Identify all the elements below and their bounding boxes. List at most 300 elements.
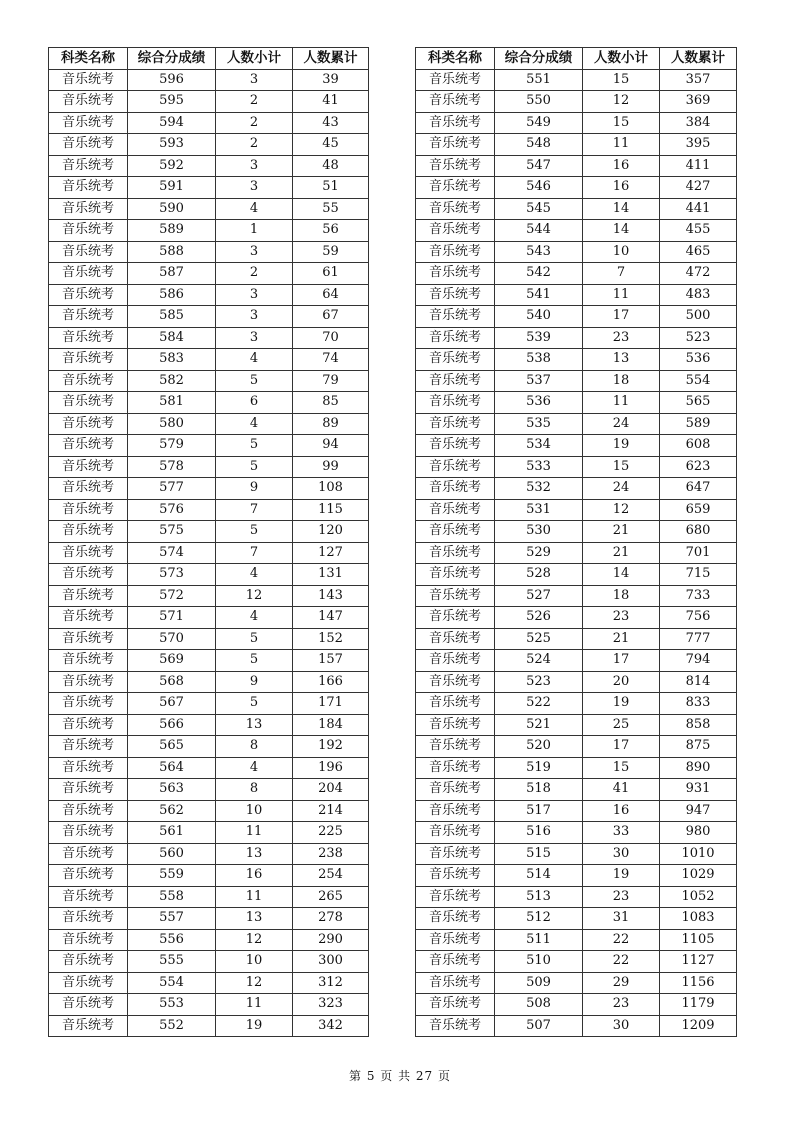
cell-subject: 音乐统考 <box>416 736 495 758</box>
header-score: 综合分成绩 <box>128 48 216 70</box>
cell-cumulative: 608 <box>660 435 737 457</box>
table-row <box>49 972 369 994</box>
cell-cumulative: 290 <box>293 929 369 951</box>
cell-subject: 音乐统考 <box>49 650 128 672</box>
cell-count: 8 <box>216 736 293 758</box>
cell-cumulative: 67 <box>293 306 369 328</box>
cell-score: 517 <box>495 800 583 822</box>
cell-score: 548 <box>495 134 583 156</box>
table-row <box>49 198 369 220</box>
cell-cumulative: 733 <box>660 585 737 607</box>
cell-score: 529 <box>495 542 583 564</box>
cell-cumulative: 70 <box>293 327 369 349</box>
cell-count: 8 <box>216 779 293 801</box>
cell-count: 21 <box>583 521 660 543</box>
cell-cumulative: 39 <box>293 69 369 91</box>
table-row <box>416 693 737 715</box>
cell-score: 544 <box>495 220 583 242</box>
cell-subject: 音乐统考 <box>416 112 495 134</box>
cell-cumulative: 89 <box>293 413 369 435</box>
header-cumulative: 人数累计 <box>293 48 369 70</box>
cell-count: 22 <box>583 929 660 951</box>
cell-count: 3 <box>216 284 293 306</box>
cell-cumulative: 278 <box>293 908 369 930</box>
cell-cumulative: 980 <box>660 822 737 844</box>
cell-subject: 音乐统考 <box>416 951 495 973</box>
table-row <box>49 908 369 930</box>
cell-cumulative: 238 <box>293 843 369 865</box>
cell-count: 6 <box>216 392 293 414</box>
cell-subject: 音乐统考 <box>49 435 128 457</box>
cell-subject: 音乐统考 <box>416 91 495 113</box>
score-table-left <box>48 47 369 1037</box>
cell-count: 12 <box>216 972 293 994</box>
table-row <box>416 736 737 758</box>
cell-subject: 音乐统考 <box>416 521 495 543</box>
table-row <box>416 241 737 263</box>
cell-score: 510 <box>495 951 583 973</box>
table-row <box>416 865 737 887</box>
cell-count: 11 <box>216 822 293 844</box>
table-row <box>49 370 369 392</box>
cell-count: 18 <box>583 585 660 607</box>
cell-subject: 音乐统考 <box>416 650 495 672</box>
cell-score: 543 <box>495 241 583 263</box>
header-row <box>49 48 369 70</box>
cell-cumulative: 152 <box>293 628 369 650</box>
cell-count: 4 <box>216 564 293 586</box>
table-row <box>416 607 737 629</box>
cell-cumulative: 214 <box>293 800 369 822</box>
table-row <box>49 585 369 607</box>
cell-score: 547 <box>495 155 583 177</box>
table-row <box>49 628 369 650</box>
table-row <box>49 736 369 758</box>
cell-count: 1 <box>216 220 293 242</box>
cell-subject: 音乐统考 <box>416 779 495 801</box>
cell-subject: 音乐统考 <box>49 886 128 908</box>
cell-subject: 音乐统考 <box>49 499 128 521</box>
cell-score: 581 <box>128 392 216 414</box>
cell-score: 569 <box>128 650 216 672</box>
cell-count: 4 <box>216 757 293 779</box>
cell-subject: 音乐统考 <box>49 929 128 951</box>
cell-cumulative: 85 <box>293 392 369 414</box>
cell-cumulative: 196 <box>293 757 369 779</box>
cell-score: 587 <box>128 263 216 285</box>
table-row <box>416 908 737 930</box>
cell-cumulative: 411 <box>660 155 737 177</box>
cell-count: 14 <box>583 564 660 586</box>
cell-subject: 音乐统考 <box>49 736 128 758</box>
cell-cumulative: 756 <box>660 607 737 629</box>
cell-score: 509 <box>495 972 583 994</box>
cell-count: 2 <box>216 91 293 113</box>
table-row <box>416 779 737 801</box>
cell-subject: 音乐统考 <box>49 671 128 693</box>
cell-subject: 音乐统考 <box>416 757 495 779</box>
cell-subject: 音乐统考 <box>49 822 128 844</box>
cell-cumulative: 171 <box>293 693 369 715</box>
cell-cumulative: 1156 <box>660 972 737 994</box>
cell-subject: 音乐统考 <box>416 284 495 306</box>
cell-count: 5 <box>216 370 293 392</box>
cell-score: 562 <box>128 800 216 822</box>
cell-subject: 音乐统考 <box>416 542 495 564</box>
cell-cumulative: 1127 <box>660 951 737 973</box>
cell-subject: 音乐统考 <box>416 843 495 865</box>
score-table-right <box>415 47 737 1037</box>
cell-subject: 音乐统考 <box>416 413 495 435</box>
table-row <box>49 327 369 349</box>
cell-cumulative: 120 <box>293 521 369 543</box>
cell-score: 527 <box>495 585 583 607</box>
cell-cumulative: 947 <box>660 800 737 822</box>
cell-count: 4 <box>216 607 293 629</box>
cell-count: 3 <box>216 69 293 91</box>
cell-cumulative: 192 <box>293 736 369 758</box>
cell-score: 592 <box>128 155 216 177</box>
cell-count: 10 <box>216 951 293 973</box>
cell-subject: 音乐统考 <box>49 843 128 865</box>
table-row <box>49 564 369 586</box>
cell-score: 558 <box>128 886 216 908</box>
cell-count: 23 <box>583 886 660 908</box>
cell-score: 520 <box>495 736 583 758</box>
cell-subject: 音乐统考 <box>416 241 495 263</box>
cell-score: 589 <box>128 220 216 242</box>
cell-score: 591 <box>128 177 216 199</box>
cell-score: 525 <box>495 628 583 650</box>
cell-cumulative: 254 <box>293 865 369 887</box>
cell-cumulative: 115 <box>293 499 369 521</box>
cell-score: 549 <box>495 112 583 134</box>
cell-cumulative: 55 <box>293 198 369 220</box>
cell-cumulative: 623 <box>660 456 737 478</box>
table-row <box>416 628 737 650</box>
cell-count: 24 <box>583 478 660 500</box>
table-row <box>49 241 369 263</box>
cell-score: 568 <box>128 671 216 693</box>
table-row <box>416 435 737 457</box>
cell-count: 5 <box>216 693 293 715</box>
cell-count: 30 <box>583 1015 660 1037</box>
cell-count: 11 <box>583 392 660 414</box>
table-row <box>49 456 369 478</box>
cell-score: 556 <box>128 929 216 951</box>
cell-score: 531 <box>495 499 583 521</box>
cell-score: 555 <box>128 951 216 973</box>
cell-score: 567 <box>128 693 216 715</box>
cell-subject: 音乐统考 <box>49 779 128 801</box>
cell-score: 595 <box>128 91 216 113</box>
table-row <box>416 370 737 392</box>
table-row <box>49 1015 369 1037</box>
table-row <box>416 714 737 736</box>
cell-subject: 音乐统考 <box>416 499 495 521</box>
table-row <box>416 220 737 242</box>
table-row <box>416 822 737 844</box>
cell-cumulative: 147 <box>293 607 369 629</box>
cell-score: 539 <box>495 327 583 349</box>
cell-count: 11 <box>216 886 293 908</box>
table-row <box>49 392 369 414</box>
cell-subject: 音乐统考 <box>416 671 495 693</box>
cell-count: 13 <box>583 349 660 371</box>
cell-score: 530 <box>495 521 583 543</box>
cell-subject: 音乐统考 <box>416 822 495 844</box>
cell-cumulative: 51 <box>293 177 369 199</box>
cell-score: 586 <box>128 284 216 306</box>
cell-count: 7 <box>216 499 293 521</box>
table-row <box>49 886 369 908</box>
cell-score: 512 <box>495 908 583 930</box>
cell-subject: 音乐统考 <box>49 134 128 156</box>
cell-subject: 音乐统考 <box>49 521 128 543</box>
cell-cumulative: 127 <box>293 542 369 564</box>
table-row <box>49 865 369 887</box>
cell-score: 537 <box>495 370 583 392</box>
cell-subject: 音乐统考 <box>416 134 495 156</box>
cell-subject: 音乐统考 <box>416 607 495 629</box>
header-subject: 科类名称 <box>416 48 495 70</box>
cell-count: 12 <box>216 929 293 951</box>
table-row <box>49 69 369 91</box>
table-row <box>416 456 737 478</box>
cell-subject: 音乐统考 <box>49 177 128 199</box>
cell-subject: 音乐统考 <box>49 284 128 306</box>
cell-subject: 音乐统考 <box>416 349 495 371</box>
table-row <box>416 886 737 908</box>
cell-count: 5 <box>216 521 293 543</box>
cell-cumulative: 483 <box>660 284 737 306</box>
table-row <box>49 929 369 951</box>
cell-subject: 音乐统考 <box>49 908 128 930</box>
cell-cumulative: 131 <box>293 564 369 586</box>
cell-count: 2 <box>216 134 293 156</box>
cell-count: 12 <box>583 499 660 521</box>
cell-cumulative: 184 <box>293 714 369 736</box>
cell-score: 572 <box>128 585 216 607</box>
cell-count: 15 <box>583 456 660 478</box>
cell-score: 519 <box>495 757 583 779</box>
cell-cumulative: 814 <box>660 671 737 693</box>
cell-score: 574 <box>128 542 216 564</box>
cell-count: 10 <box>216 800 293 822</box>
table-row <box>416 521 737 543</box>
cell-score: 588 <box>128 241 216 263</box>
cell-count: 12 <box>216 585 293 607</box>
table-row <box>416 177 737 199</box>
cell-cumulative: 74 <box>293 349 369 371</box>
cell-score: 542 <box>495 263 583 285</box>
cell-subject: 音乐统考 <box>416 456 495 478</box>
cell-score: 541 <box>495 284 583 306</box>
cell-subject: 音乐统考 <box>49 413 128 435</box>
table-row <box>49 693 369 715</box>
cell-cumulative: 1029 <box>660 865 737 887</box>
cell-cumulative: 647 <box>660 478 737 500</box>
cell-score: 536 <box>495 392 583 414</box>
table-row <box>49 542 369 564</box>
cell-cumulative: 41 <box>293 91 369 113</box>
table-row <box>49 800 369 822</box>
cell-cumulative: 300 <box>293 951 369 973</box>
table-row <box>49 349 369 371</box>
table-row <box>49 306 369 328</box>
cell-score: 514 <box>495 865 583 887</box>
table-row <box>416 392 737 414</box>
table-row <box>49 155 369 177</box>
cell-subject: 音乐统考 <box>416 908 495 930</box>
table-row <box>416 413 737 435</box>
cell-cumulative: 99 <box>293 456 369 478</box>
cell-count: 21 <box>583 628 660 650</box>
table-row <box>49 521 369 543</box>
table-row <box>416 800 737 822</box>
cell-count: 13 <box>216 714 293 736</box>
cell-count: 14 <box>583 198 660 220</box>
cell-count: 16 <box>583 155 660 177</box>
cell-count: 41 <box>583 779 660 801</box>
cell-count: 4 <box>216 349 293 371</box>
cell-count: 18 <box>583 370 660 392</box>
header-row <box>416 48 737 70</box>
cell-cumulative: 1052 <box>660 886 737 908</box>
cell-score: 533 <box>495 456 583 478</box>
cell-score: 571 <box>128 607 216 629</box>
cell-subject: 音乐统考 <box>416 155 495 177</box>
cell-count: 5 <box>216 628 293 650</box>
cell-cumulative: 472 <box>660 263 737 285</box>
cell-cumulative: 500 <box>660 306 737 328</box>
cell-subject: 音乐统考 <box>416 306 495 328</box>
cell-score: 594 <box>128 112 216 134</box>
table-row <box>416 112 737 134</box>
cell-score: 593 <box>128 134 216 156</box>
cell-subject: 音乐统考 <box>416 1015 495 1037</box>
cell-cumulative: 1105 <box>660 929 737 951</box>
table-row <box>416 994 737 1016</box>
cell-count: 9 <box>216 478 293 500</box>
cell-subject: 音乐统考 <box>49 585 128 607</box>
cell-count: 7 <box>216 542 293 564</box>
cell-subject: 音乐统考 <box>49 370 128 392</box>
cell-score: 513 <box>495 886 583 908</box>
cell-score: 563 <box>128 779 216 801</box>
cell-subject: 音乐统考 <box>416 478 495 500</box>
cell-subject: 音乐统考 <box>416 994 495 1016</box>
header-count: 人数小计 <box>583 48 660 70</box>
table-row <box>416 327 737 349</box>
cell-cumulative: 589 <box>660 413 737 435</box>
cell-score: 557 <box>128 908 216 930</box>
cell-subject: 音乐统考 <box>49 198 128 220</box>
cell-score: 518 <box>495 779 583 801</box>
cell-cumulative: 858 <box>660 714 737 736</box>
cell-score: 582 <box>128 370 216 392</box>
table-row <box>49 263 369 285</box>
cell-cumulative: 225 <box>293 822 369 844</box>
cell-score: 534 <box>495 435 583 457</box>
cell-cumulative: 1179 <box>660 994 737 1016</box>
cell-subject: 音乐统考 <box>49 1015 128 1037</box>
cell-cumulative: 1083 <box>660 908 737 930</box>
cell-score: 566 <box>128 714 216 736</box>
table-row <box>49 757 369 779</box>
cell-cumulative: 204 <box>293 779 369 801</box>
cell-subject: 音乐统考 <box>416 392 495 414</box>
table-row <box>49 994 369 1016</box>
cell-count: 16 <box>216 865 293 887</box>
cell-subject: 音乐统考 <box>416 370 495 392</box>
cell-subject: 音乐统考 <box>416 714 495 736</box>
cell-score: 532 <box>495 478 583 500</box>
cell-count: 3 <box>216 241 293 263</box>
table-row <box>416 929 737 951</box>
cell-subject: 音乐统考 <box>49 542 128 564</box>
cell-cumulative: 455 <box>660 220 737 242</box>
cell-score: 570 <box>128 628 216 650</box>
table-row <box>416 198 737 220</box>
table-row <box>49 220 369 242</box>
table-row <box>49 650 369 672</box>
table-row <box>416 69 737 91</box>
cell-count: 31 <box>583 908 660 930</box>
table-row <box>416 155 737 177</box>
cell-count: 21 <box>583 542 660 564</box>
cell-cumulative: 265 <box>293 886 369 908</box>
cell-subject: 音乐统考 <box>416 69 495 91</box>
cell-cumulative: 395 <box>660 134 737 156</box>
page-footer: 第 5 页 共 27 页 <box>349 1069 451 1083</box>
table-row <box>416 972 737 994</box>
cell-count: 5 <box>216 435 293 457</box>
cell-cumulative: 143 <box>293 585 369 607</box>
cell-count: 17 <box>583 650 660 672</box>
table-row <box>416 91 737 113</box>
header-cumulative: 人数累计 <box>660 48 737 70</box>
table-row <box>49 435 369 457</box>
cell-cumulative: 157 <box>293 650 369 672</box>
cell-score: 554 <box>128 972 216 994</box>
cell-score: 522 <box>495 693 583 715</box>
cell-subject: 音乐统考 <box>416 693 495 715</box>
table-row <box>416 1015 737 1037</box>
cell-count: 7 <box>583 263 660 285</box>
cell-subject: 音乐统考 <box>49 628 128 650</box>
cell-subject: 音乐统考 <box>416 800 495 822</box>
table-row <box>49 177 369 199</box>
cell-score: 585 <box>128 306 216 328</box>
cell-count: 17 <box>583 736 660 758</box>
table-row <box>49 478 369 500</box>
cell-count: 12 <box>583 91 660 113</box>
cell-cumulative: 64 <box>293 284 369 306</box>
cell-cumulative: 43 <box>293 112 369 134</box>
table-row <box>416 542 737 564</box>
table-row <box>416 585 737 607</box>
cell-count: 4 <box>216 198 293 220</box>
cell-score: 578 <box>128 456 216 478</box>
cell-subject: 音乐统考 <box>49 263 128 285</box>
cell-subject: 音乐统考 <box>49 456 128 478</box>
table-row <box>416 843 737 865</box>
cell-subject: 音乐统考 <box>416 564 495 586</box>
table-row <box>416 349 737 371</box>
cell-subject: 音乐统考 <box>49 951 128 973</box>
cell-subject: 音乐统考 <box>416 585 495 607</box>
